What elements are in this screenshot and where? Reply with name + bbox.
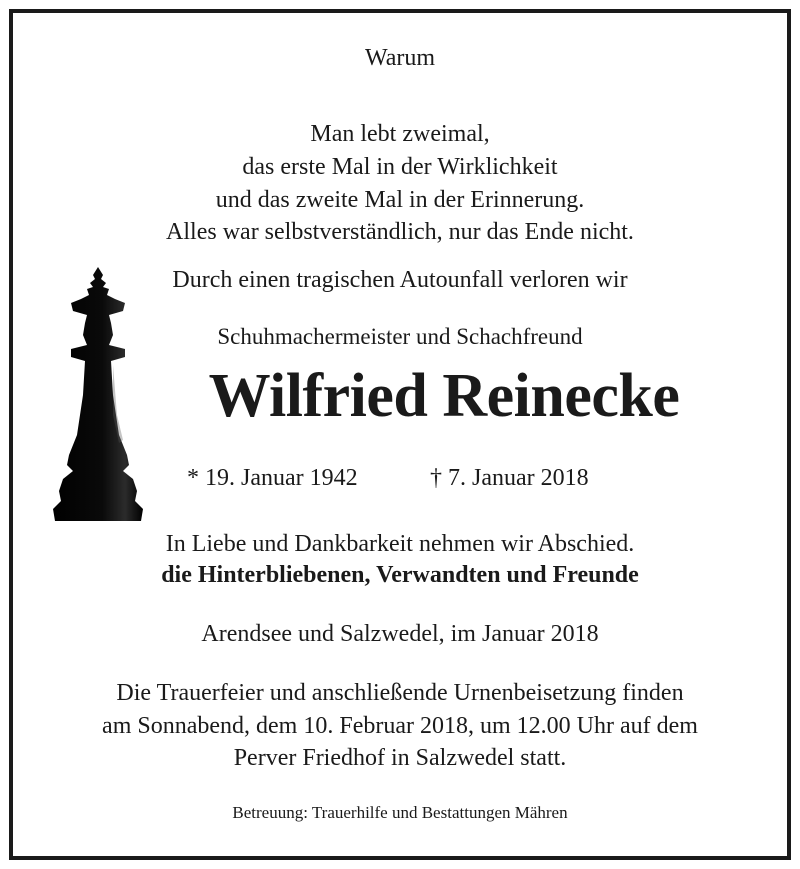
ceremony-line-2: am Sonnabend, dem 10. Februar 2018, um 12.00 Uhr auf dem	[102, 713, 698, 739]
mourners-text: die Hinterbliebenen, Verwandten und Freunde	[161, 562, 639, 588]
intro-text: Durch einen tragischen Autounfall verloren wir	[172, 267, 628, 293]
birth-date: * 19. Januar 1942	[187, 465, 358, 491]
undertaker-note: Betreuung: Trauerhilfe und Bestattungen Mähren	[232, 803, 568, 822]
poem-line-3: und das zweite Mal in der Erinnerung.	[215, 187, 585, 213]
farewell-text: In Liebe und Dankbarkeit nehmen wir Abschied.	[165, 531, 635, 557]
place-date: Arendsee und Salzwedel, im Januar 2018	[201, 621, 599, 647]
motto-title: Warum	[364, 45, 436, 71]
poem-line-1: Man lebt zweimal,	[310, 121, 490, 147]
ceremony-line-1: Die Trauerfeier und anschließende Urnenbeisetzung finden	[116, 680, 684, 706]
chess-king-icon	[53, 265, 143, 527]
poem-line-4: Alles war selbstverständlich, nur das Ende nicht.	[166, 219, 634, 245]
deceased-name: Wilfried Reinecke	[208, 362, 680, 430]
obituary-frame	[9, 9, 791, 860]
death-date: † 7. Januar 2018	[430, 465, 589, 491]
poem-line-2: das erste Mal in der Wirklichkeit	[242, 154, 558, 180]
ceremony-line-3: Perver Friedhof in Salzwedel statt.	[233, 745, 567, 771]
occupation-text: Schuhmachermeister und Schachfreund	[217, 324, 583, 349]
